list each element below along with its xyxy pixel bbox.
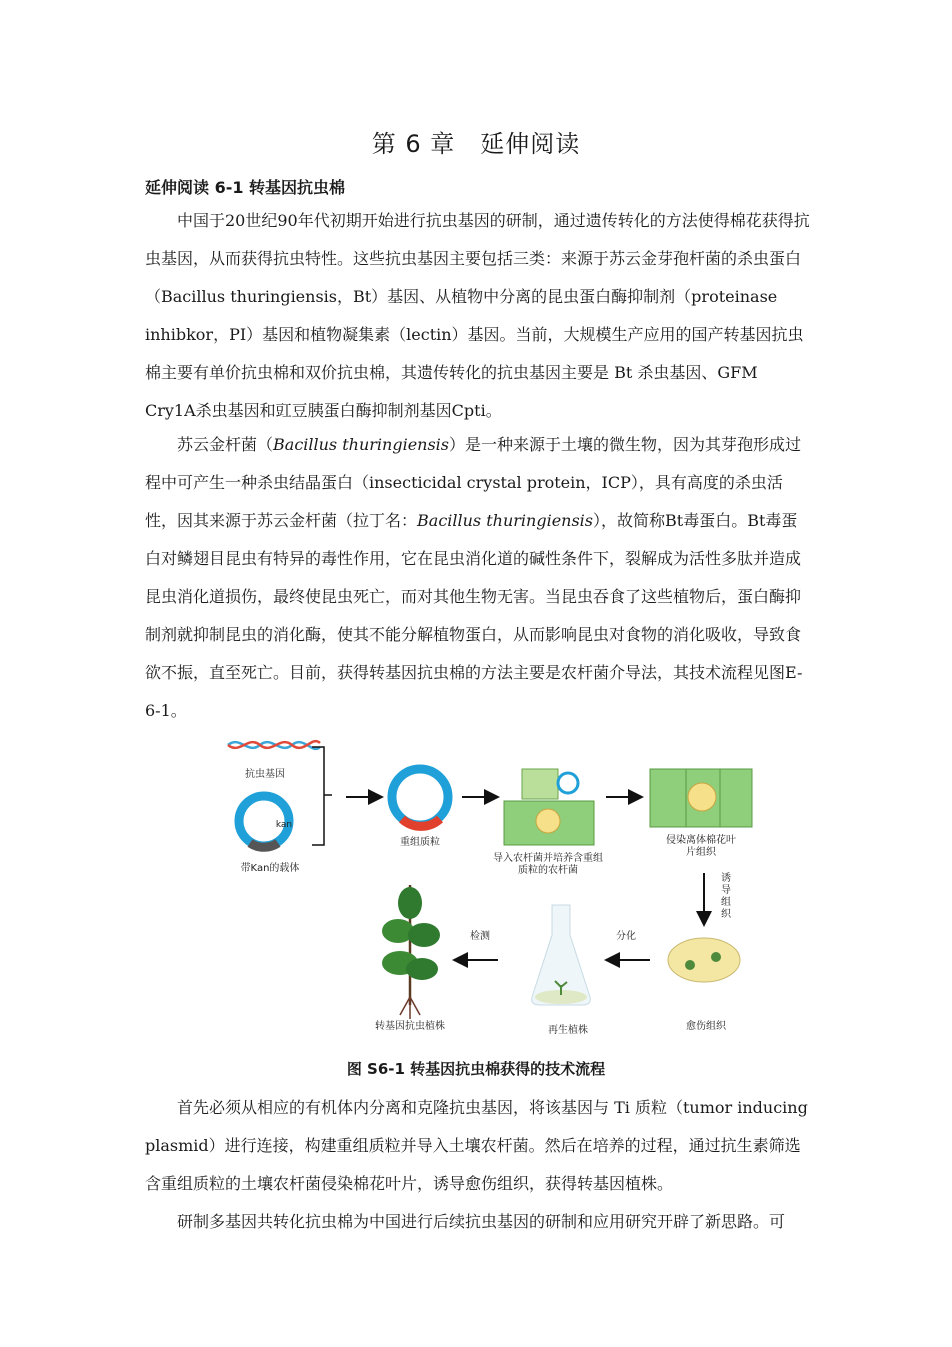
- paragraph-4-text: 研制多基因共转化抗虫棉为中国进行后续抗虫基因的研制和应用研究开辟了新思路。可: [177, 1212, 786, 1231]
- label-induce-char-2: 导: [721, 885, 731, 896]
- flow-figure: [220, 735, 760, 1045]
- label-induce-char-3: 组: [721, 897, 731, 908]
- label-vector: 带Kan的载体: [240, 863, 300, 874]
- label-kan: kan: [275, 820, 293, 830]
- label-induce-char-4: 织: [721, 909, 731, 920]
- agrobacterium-cells-icon: [504, 769, 594, 845]
- section-title: 延伸阅读 6-1 转基因抗虫棉: [145, 178, 346, 197]
- paragraph-3: [145, 1089, 810, 1203]
- flow-diagram: [220, 735, 760, 1045]
- p2-part-b: ）是一种来源于土壤的微生物，因为其芽孢形成过程中可产生一种杀虫结晶蛋白（insecticidal crystal protein，ICP），具有高度的杀虫活性，因其来源于苏云金杆菌（拉丁名：: [145, 435, 802, 530]
- label-infect-line-2: 片组织: [686, 847, 716, 858]
- label-detect: 检测: [470, 931, 490, 942]
- label-agro-line-1: 导入农杆菌并培养含重组: [493, 853, 603, 864]
- label-diff: 分化: [616, 931, 636, 942]
- dna-helix-icon: [228, 741, 320, 749]
- leaf-tissue-icon: [650, 769, 752, 827]
- label-infect-line-1: 侵染离体棉花叶: [666, 835, 736, 846]
- figure-caption: 图 S6-1 转基因抗虫棉获得的技术流程: [346, 1060, 606, 1078]
- recombinant-plasmid-icon: [392, 769, 448, 826]
- bracket: [312, 747, 332, 845]
- paragraph-3-text: 首先必须从相应的有机体内分离和克隆抗虫基因，将该基因与 Ti 质粒（tumor inducing plasmid）进行连接，构建重组质粒并导入土壤农杆菌。然后在培养的过程，通过抗生素筛选含重组质粒的土壤农杆菌侵染棉花叶片，诱导愈伤组织，获得转基因植株。: [145, 1098, 808, 1193]
- p2-part-a: 苏云金杆菌（: [177, 435, 274, 454]
- label-induce: [718, 873, 734, 921]
- latin-name-1: Bacillus thuringiensis: [273, 435, 450, 454]
- label-regen: 再生植株: [548, 1025, 588, 1036]
- page-title: 第 6 章 延伸阅读: [371, 130, 581, 158]
- callus-dish-icon: [668, 938, 740, 982]
- paragraph-4: [145, 1203, 810, 1241]
- label-recombinant: 重组质粒: [400, 837, 440, 848]
- paragraph-2: [145, 426, 810, 730]
- label-gene: 抗虫基因: [245, 769, 285, 780]
- p2-part-c: ），故简称Bt毒蛋白。Bt毒蛋白对鳞翅目昆虫有特异的毒性作用，它在昆虫消化道的碱性条件下，裂解成为活性多肽并造成昆虫消化道损伤，最终使昆虫死亡，而对其他生物无害。当昆虫吞食了这些植物后，蛋白酶抑制剂就抑制昆虫的消化酶，使其不能分解植物蛋白，从而影响昆虫对食物的消化吸收，导致食欲不振，直至死亡。目前，获得转基因抗虫棉的方法主要是农杆菌介导法，其技术流程见图E-6-1。: [145, 511, 803, 720]
- paragraph-1-text: 中国于20世纪90年代初期开始进行抗虫基因的研制，通过遗传转化的方法使得棉花获得抗虫基因，从而获得抗虫特性。这些抗虫基因主要包括三类：来源于苏云金芽孢杆菌的杀虫蛋白（Bacillus thuringiensis，Bt）基因、从植物中分离的昆虫蛋白酶抑制剂（proteinase inhibkor，PI）基因和植物凝集素（lectin）基因。当前，大规模生产应用的国产转基因抗虫棉主要有单价抗虫棉和双价抗虫棉，其遗传转化的抗虫基因主要是 Bt 杀虫基因、GFM Cry1A杀虫基因和豇豆胰蛋白酶抑制剂基因Cpti。: [145, 211, 810, 420]
- label-plant: 转基因抗虫植株: [375, 1021, 445, 1032]
- flask-icon: [532, 905, 591, 1005]
- label-agro: [478, 853, 618, 877]
- paragraph-2-text: [145, 426, 810, 730]
- transgenic-plant-icon: [382, 885, 440, 1019]
- label-induce-char-1: 诱: [721, 873, 731, 884]
- paragraph-1: [145, 202, 810, 430]
- label-infect: [648, 835, 754, 859]
- label-agro-line-2: 质粒的农杆菌: [518, 865, 578, 876]
- latin-name-2: Bacillus thuringiensis: [417, 511, 594, 530]
- label-callus: 愈伤组织: [686, 1021, 726, 1032]
